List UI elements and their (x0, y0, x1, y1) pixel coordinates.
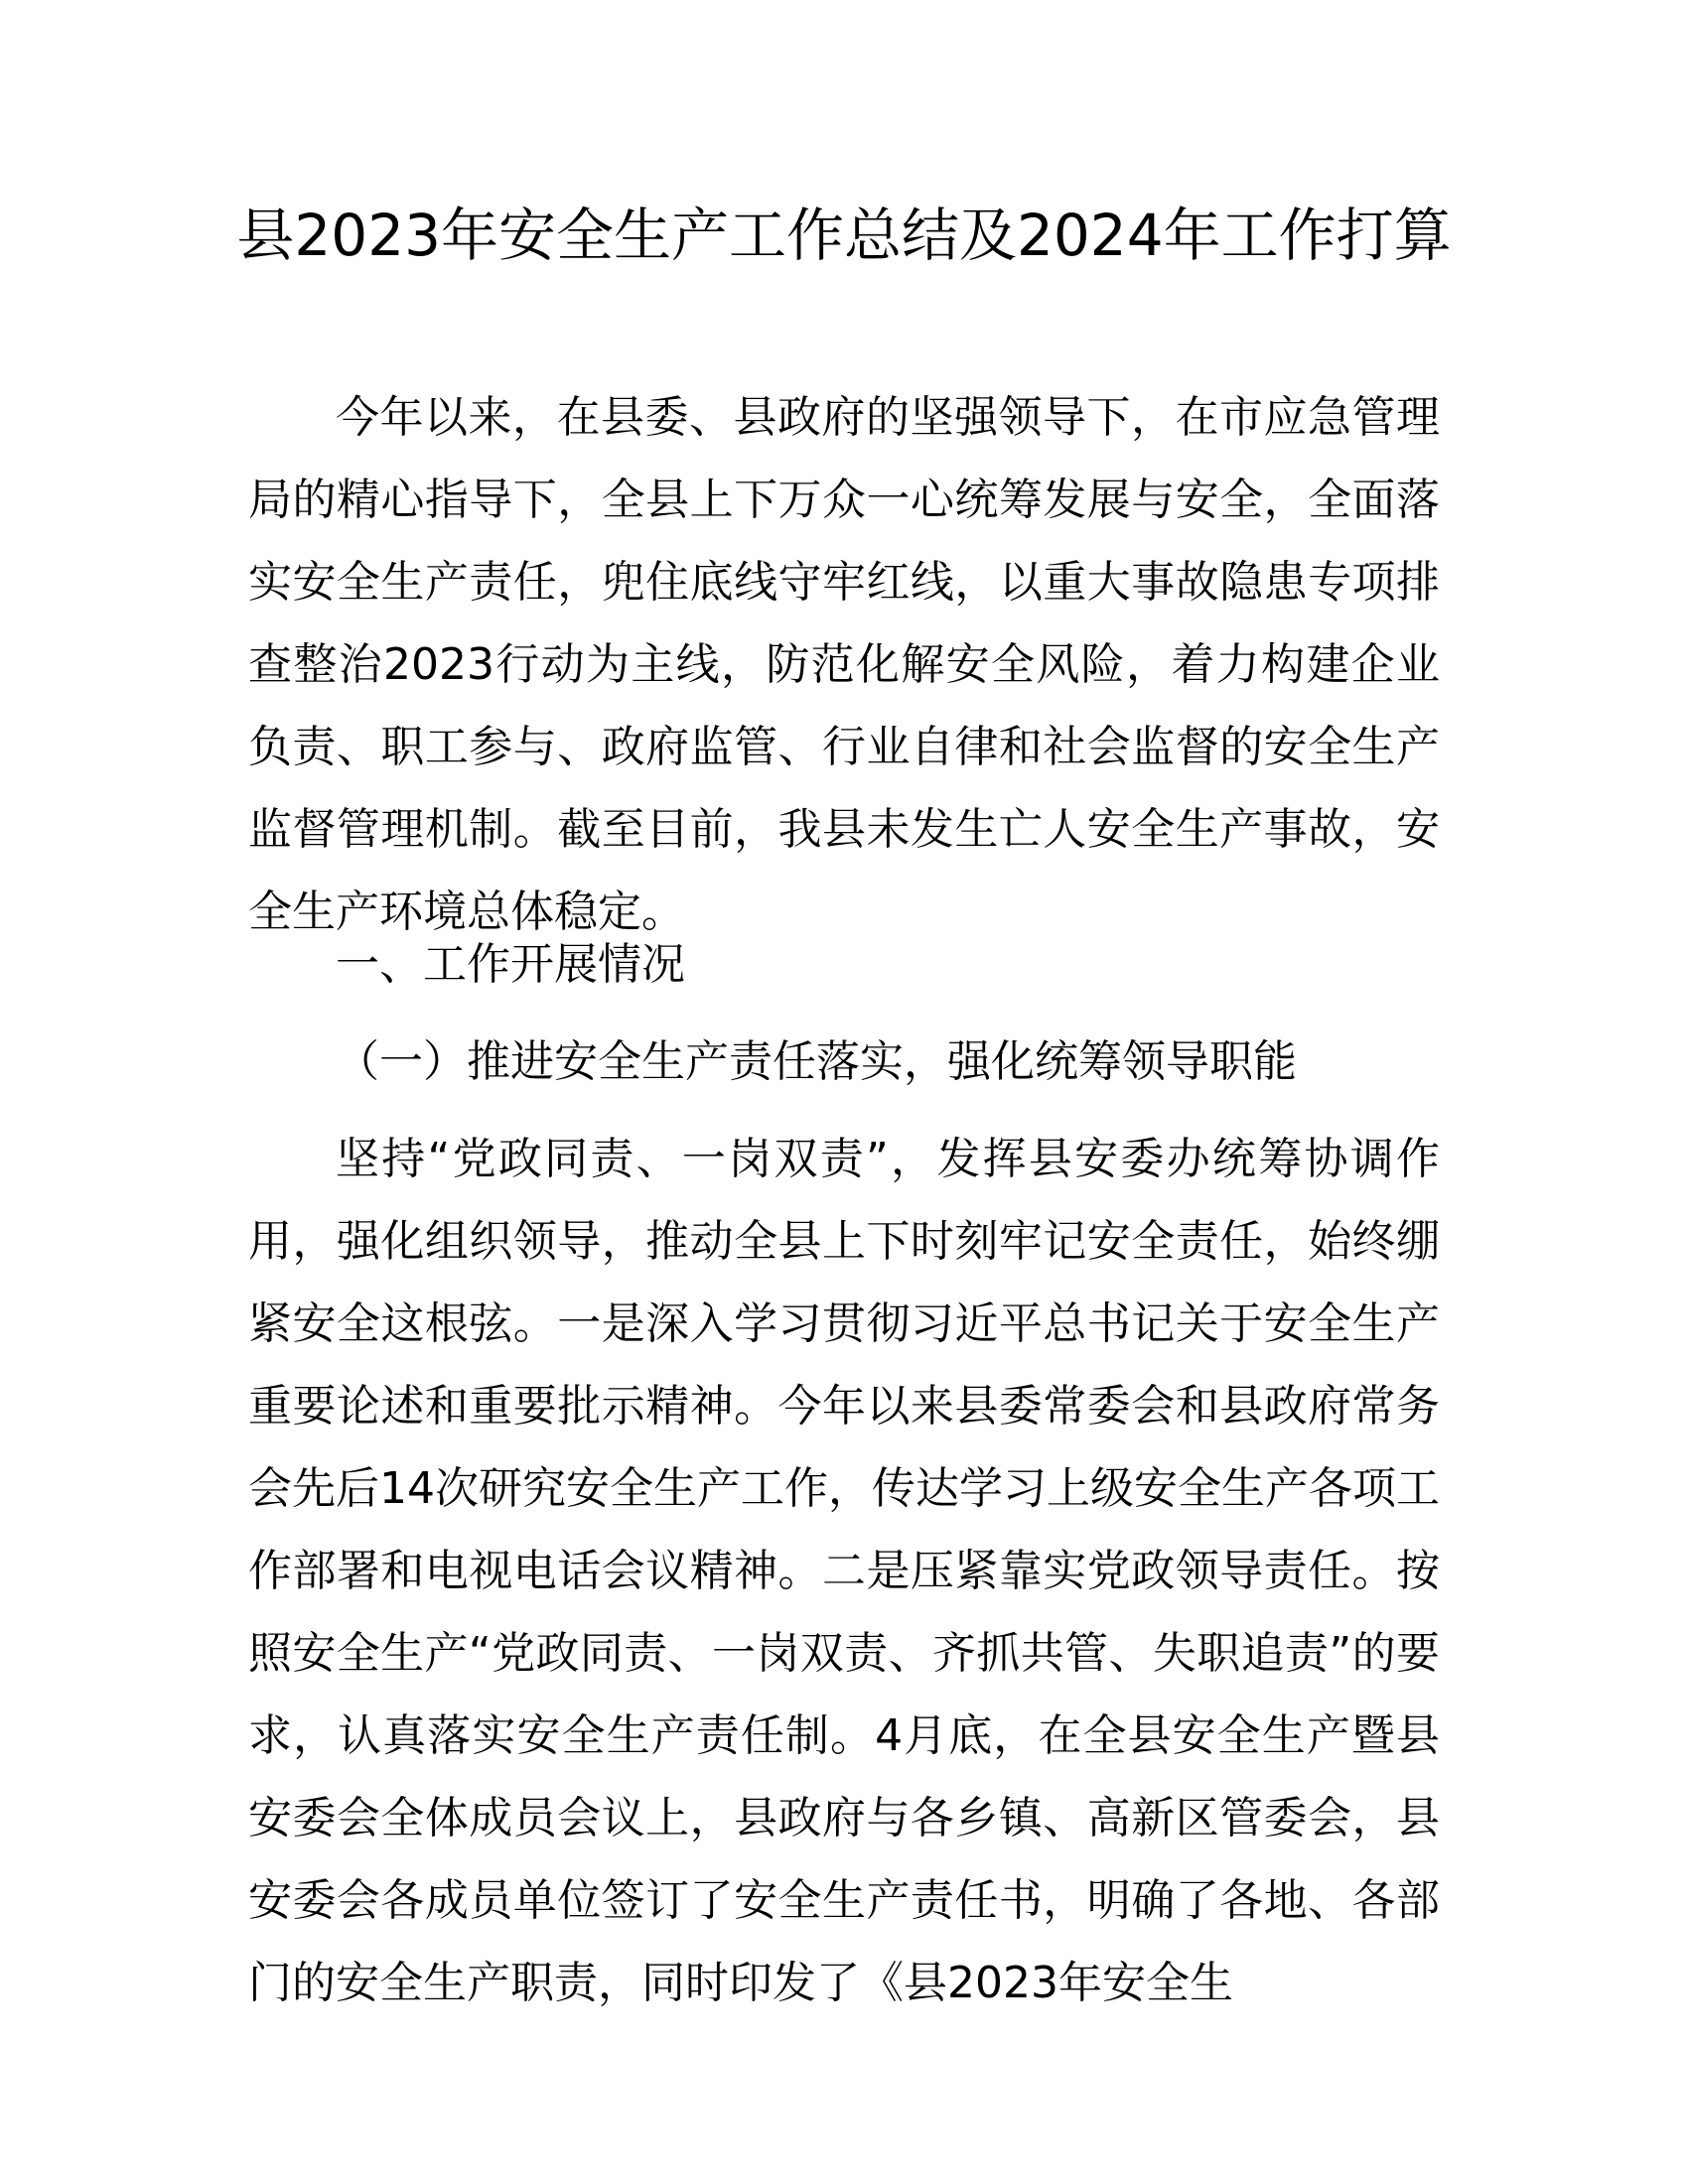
intro-paragraph: 今年以来，在县委、县政府的坚强领导下，在市应急管理局的精心指导下，全县上下万众一心统筹发展与安全，全面落实安全生产责任，兜住底线守牢红线，以重大事故隐患专项排查整治2023行动为主线，防范化解安全风险，着力构建企业负责、职工参与、政府监管、行业自律和社会监督的安全生产监督管理机制。截至目前，我县未发生亡人安全生产事故，安全生产环境总体稳定。 (248, 392, 1440, 937)
intro-section (248, 376, 1440, 953)
section-heading: 一、工作开展情况 (336, 939, 685, 990)
body-paragraph: 坚持“党政同责、一岗双责”，发挥县安委办统筹协调作用，强化组织领导，推动全县上下时刻牢记安全责任，始终绷紧安全这根弦。一是深入学习贯彻习近平总书记关于安全生产重要论述和重要批示精神。今年以来县委常委会和县政府常务会先后14次研究安全生产工作，传达学习上级安全生产各项工作部署和电视电话会议精神。二是压紧靠实党政领导责任。按照安全生产“党政同责、一岗双责、齐抓共管、失职追责”的要求，认真落实安全生产责任制。4月底，在全县安全生产暨县安委会全体成员会议上，县政府与各乡镇、高新区管委会，县安委会各成员单位签订了安全生产责任书，明确了各地、各部门的安全生产职责，同时印发了《县2023年安全生 (248, 1134, 1440, 2008)
body-section (248, 1118, 1440, 2024)
document-title: 县2023年安全生产工作总结及2024年工作打算 (236, 202, 1452, 269)
subsection-heading: （一）推进安全生产责任落实，强化统筹领导职能 (336, 1036, 1297, 1087)
